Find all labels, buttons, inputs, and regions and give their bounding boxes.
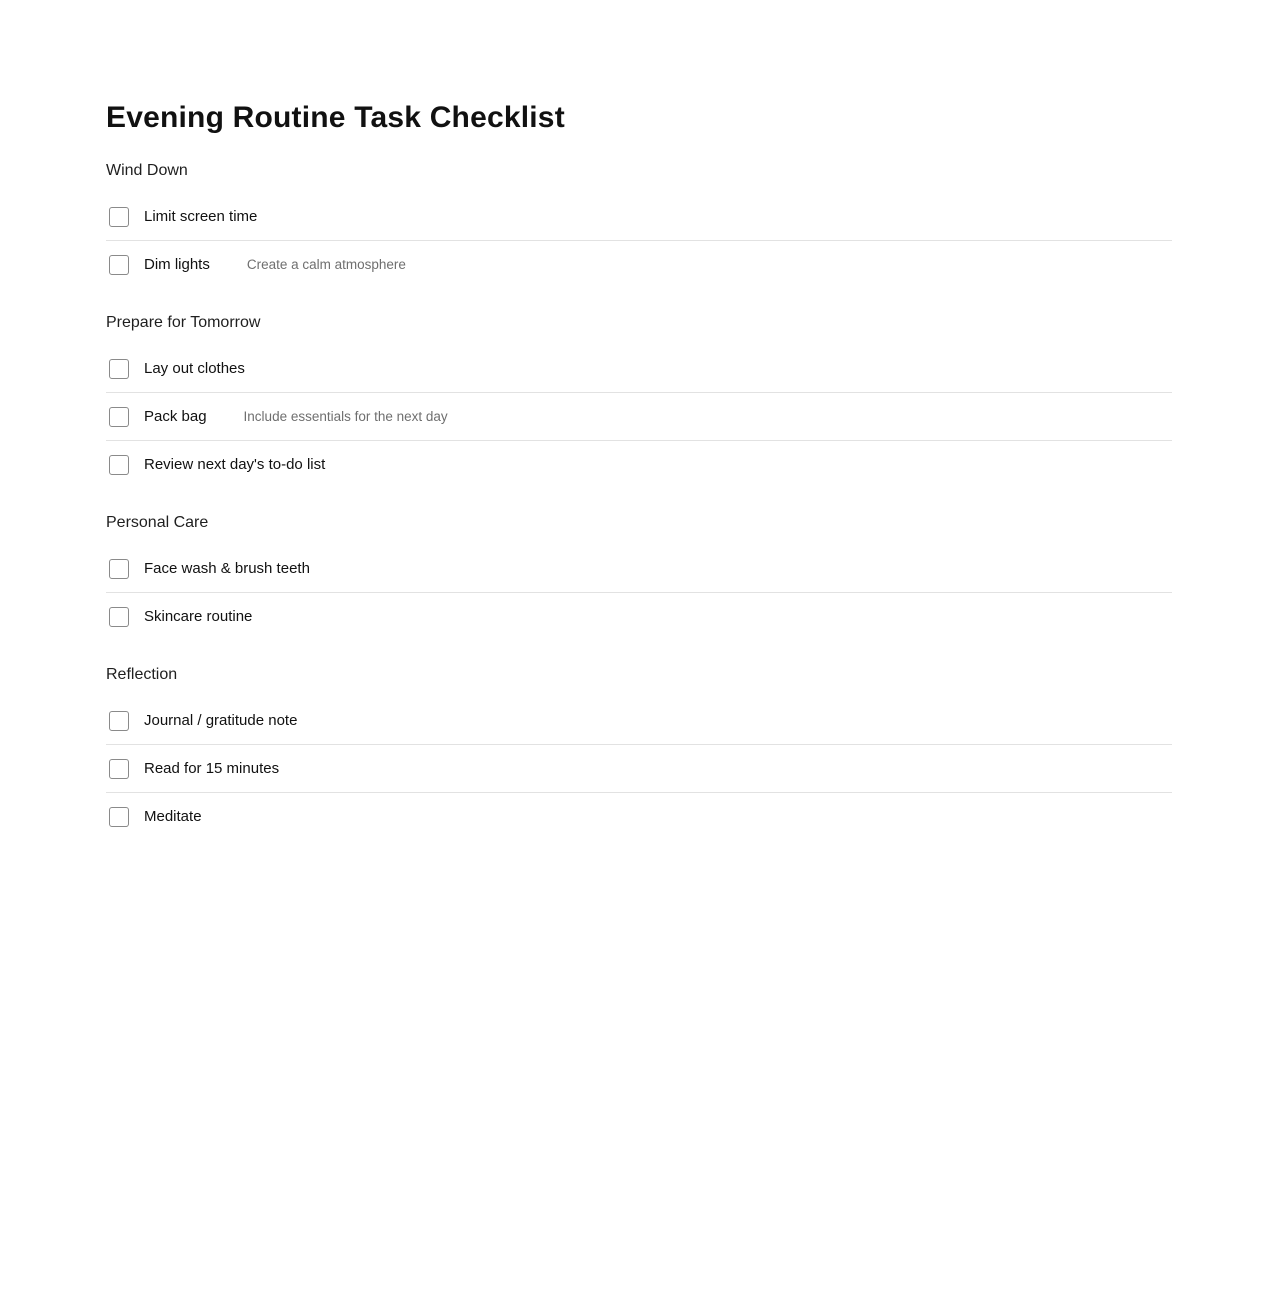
task-row[interactable]: [106, 193, 1172, 241]
task-checkbox[interactable]: [109, 759, 129, 779]
task-row[interactable]: [106, 393, 1172, 441]
task-row[interactable]: [106, 593, 1172, 640]
task-row[interactable]: [106, 745, 1172, 793]
task-checkbox[interactable]: [109, 407, 129, 427]
task-row[interactable]: [106, 545, 1172, 593]
section-items: [106, 193, 1172, 288]
task-row[interactable]: [106, 241, 1172, 288]
task-label: Pack bag: [144, 408, 207, 425]
task-description: Create a calm atmosphere: [246, 257, 406, 272]
task-text: [144, 456, 325, 473]
task-label: Limit screen time: [144, 208, 258, 225]
section-title: Personal Care: [106, 514, 209, 531]
section-title: Reflection: [106, 666, 178, 683]
checklist-section: [106, 160, 1172, 288]
task-text: [144, 808, 202, 825]
section-items: [106, 697, 1172, 840]
task-text: [144, 560, 310, 577]
task-text: [144, 608, 252, 625]
task-checkbox[interactable]: [109, 207, 129, 227]
task-checkbox[interactable]: [109, 255, 129, 275]
section-title: Prepare for Tomorrow: [106, 314, 261, 331]
task-label: Read for 15 minutes: [144, 760, 280, 777]
task-row[interactable]: [106, 793, 1172, 840]
checklist-sections: [106, 160, 1172, 840]
task-row[interactable]: [106, 697, 1172, 745]
task-description: Include essentials for the next day: [243, 409, 448, 424]
task-text: [144, 256, 406, 273]
checklist-section: [106, 664, 1172, 840]
task-text: [144, 360, 245, 377]
task-label: Journal / gratitude note: [144, 712, 298, 729]
section-title: Wind Down: [106, 162, 188, 179]
task-text: [144, 712, 297, 729]
checklist-section: [106, 312, 1172, 488]
task-label: Face wash & brush teeth: [144, 560, 310, 577]
task-checkbox[interactable]: [109, 807, 129, 827]
task-text: [144, 208, 257, 225]
task-label: Lay out clothes: [144, 360, 245, 377]
task-label: Dim lights: [144, 256, 210, 273]
section-items: [106, 545, 1172, 640]
task-label: Review next day's to-do list: [144, 456, 326, 473]
checklist-page: [106, 0, 1172, 840]
task-row[interactable]: [106, 345, 1172, 393]
task-label: Skincare routine: [144, 608, 253, 625]
task-text: [144, 760, 279, 777]
checklist-section: [106, 512, 1172, 640]
task-label: Meditate: [144, 808, 202, 825]
task-checkbox[interactable]: [109, 455, 129, 475]
task-checkbox[interactable]: [109, 359, 129, 379]
section-items: [106, 345, 1172, 488]
task-checkbox[interactable]: [109, 711, 129, 731]
task-checkbox[interactable]: [109, 607, 129, 627]
task-text: [144, 408, 448, 425]
task-checkbox[interactable]: [109, 559, 129, 579]
task-row[interactable]: [106, 441, 1172, 488]
page-title: Evening Routine Task Checklist: [106, 101, 565, 134]
